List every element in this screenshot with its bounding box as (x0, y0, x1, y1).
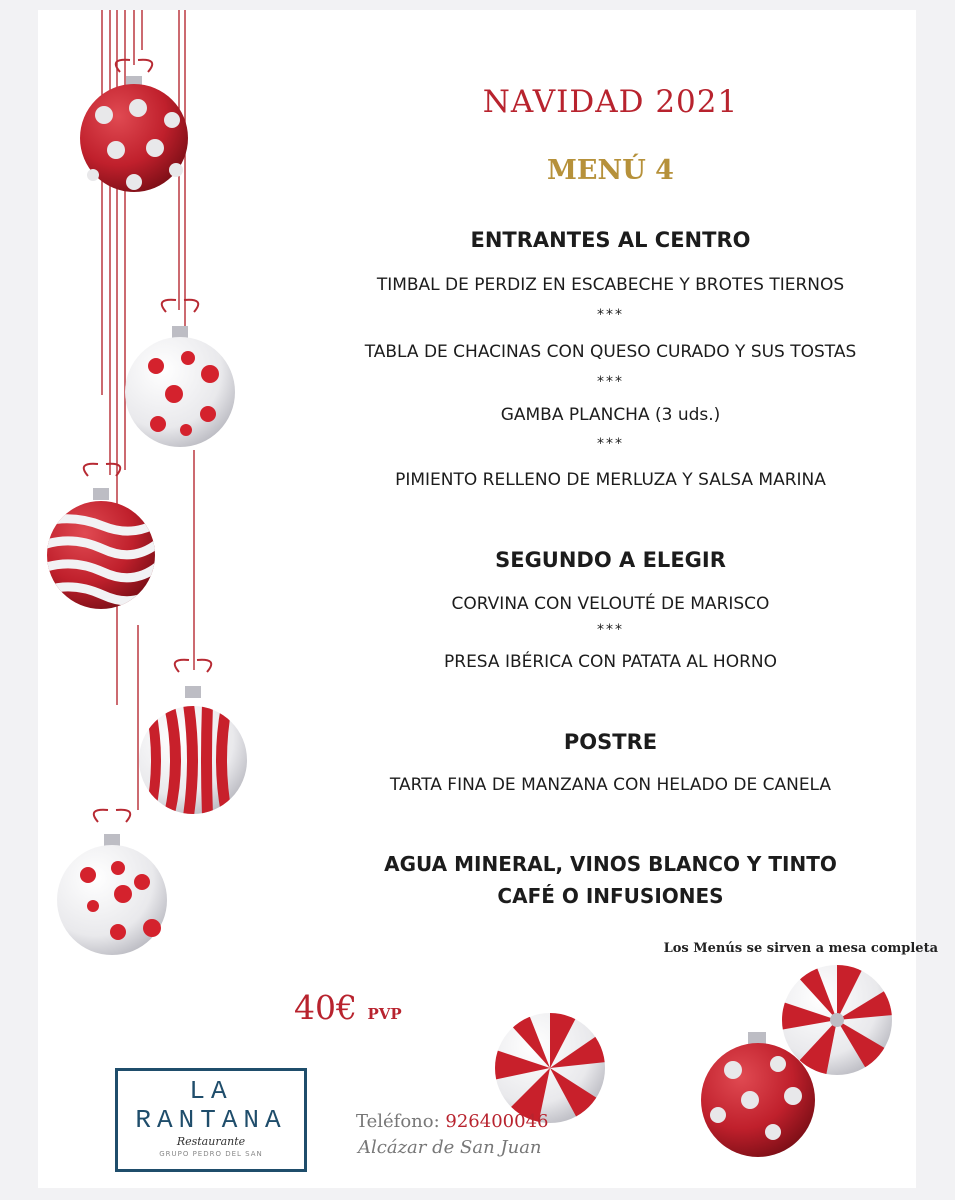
section-heading-postre: POSTRE (563, 730, 658, 754)
menu-item: TIMBAL DE PERDIZ EN ESCABECHE Y BROTES TIERNOS (376, 275, 845, 295)
menu-item: TABLA DE CHACINAS CON QUESO CURADO Y SUS TOSTAS (364, 342, 857, 362)
price-amount: 40€ (294, 988, 357, 1027)
phone-label: Teléfono: (356, 1111, 440, 1132)
menu-item: TARTA FINA DE MANZANA CON HELADO DE CANELA (389, 775, 832, 795)
menu-item: PRESA IBÉRICA CON PATATA AL HORNO (444, 652, 777, 672)
separator: *** (597, 436, 624, 452)
section-heading-entrantes: ENTRANTES AL CENTRO (470, 228, 751, 252)
menu-page (38, 10, 938, 1188)
separator: *** (597, 622, 624, 638)
price-suffix: PVP (367, 1005, 402, 1023)
logo-line1: LA (189, 1076, 233, 1106)
page-title: NAVIDAD 2021 (482, 84, 739, 120)
price (294, 988, 402, 1027)
logo-line2: RANTANA (135, 1105, 287, 1135)
drinks-line: AGUA MINERAL, VINOS BLANCO Y TINTO (384, 852, 837, 876)
contact-phone (356, 1111, 548, 1132)
drinks-line: CAFÉ O INFUSIONES (497, 884, 724, 908)
separator: *** (597, 374, 624, 390)
serving-note: Los Menús se sirven a mesa completa (663, 941, 938, 956)
menu-item: PIMIENTO RELLENO DE MERLUZA Y SALSA MARINA (395, 470, 826, 490)
menu-item: CORVINA CON VELOUTÉ DE MARISCO (451, 594, 770, 614)
logo-tagline: Restaurante (176, 1135, 246, 1148)
phone-number: 926400046 (445, 1111, 549, 1132)
logo-group: GRUPO PEDRO DEL SAN (159, 1150, 263, 1158)
menu-item: GAMBA PLANCHA (3 uds.) (500, 405, 721, 425)
menu-number: MENÚ 4 (547, 155, 674, 186)
city: Alcázar de San Juan (358, 1137, 542, 1158)
separator: *** (597, 307, 624, 323)
restaurant-logo (115, 1068, 307, 1172)
section-heading-segundo: SEGUNDO A ELEGIR (495, 548, 726, 572)
